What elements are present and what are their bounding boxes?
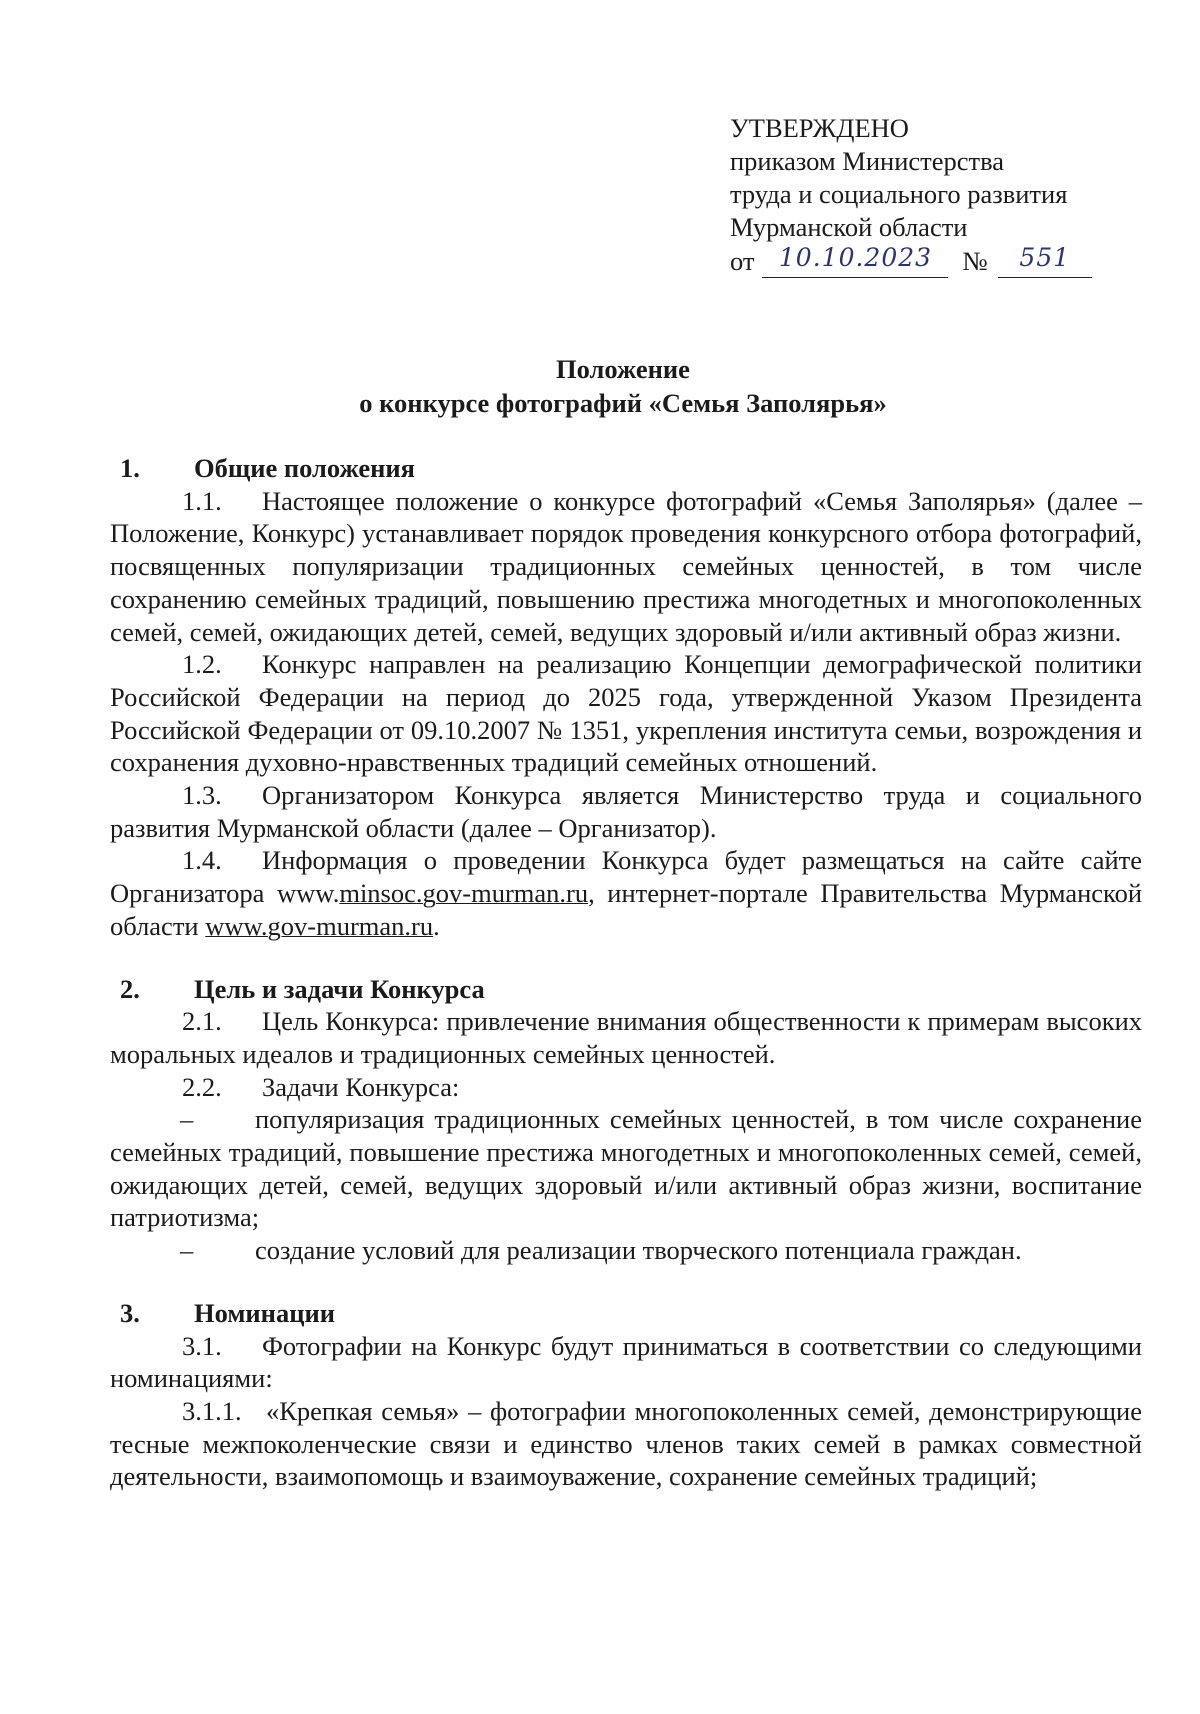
section-number: 2. (120, 973, 140, 1004)
paragraph-number: 2.2. (182, 1071, 222, 1102)
paragraph-1-3 (110, 779, 1142, 844)
approval-block (730, 112, 1092, 278)
paragraph-number: 1.2. (182, 649, 222, 680)
paragraph-end: . (433, 910, 440, 941)
paragraph-number: 3.1. (182, 1330, 222, 1361)
paragraph-2-2 (110, 1071, 1142, 1104)
paragraph-number: 1.1. (182, 485, 222, 516)
paragraph-text: Организатором Конкурса является Министерство труда и социального развития Мурманской области (далее – Организатор). (110, 780, 1142, 843)
ministry-site-link[interactable]: minsoc.gov-murman.ru (339, 878, 589, 909)
section-1-heading (110, 452, 1142, 485)
handwritten-order-number: 551 (998, 244, 1092, 278)
paragraph-text: Задачи Конкурса: (262, 1071, 460, 1102)
task-text: создание условий для реализации творческого потенциала граждан. (255, 1235, 1022, 1266)
approval-order-line: приказом Министерства (730, 146, 1005, 176)
paragraph-text: Фотографии на Конкурс будут приниматься в соответствии со следующими номинациями: (110, 1330, 1142, 1394)
section-title: Общие положения (194, 453, 416, 483)
paragraph-text: «Крепкая семья» – фотографии многопоколенных семей, демонстрирующие тесные межпоколенческие связи и единство членов таких семей в рамках совместной деятельности, взаимопомощь и взаимоуважение, сохранение семейных традиций; (110, 1395, 1142, 1492)
section-2-heading (110, 973, 1142, 1006)
section-number: 3. (120, 1297, 140, 1328)
paragraph-number: 1.4. (182, 845, 222, 876)
number-sign: № (962, 246, 988, 276)
government-portal-link[interactable]: www.gov-murman.ru (205, 910, 434, 941)
document-title (0, 352, 1200, 420)
spacer (110, 1267, 1142, 1297)
paragraph-number: 1.3. (182, 780, 222, 811)
dash-bullet: – (180, 1104, 194, 1135)
handwritten-date: 10.10.2023 (762, 244, 948, 278)
approval-ministry-line: труда и социального развития (730, 179, 1068, 209)
title-line-2: о конкурсе фотографий «Семья Заполярья» (359, 388, 887, 418)
paragraph-text: Информация о проведении Конкурса будет размещаться на сайте сайте Организатора (110, 845, 1142, 909)
paragraph-1-1 (110, 485, 1142, 649)
paragraph-3-1-1 (110, 1395, 1142, 1493)
title-line-1: Положение (556, 354, 690, 384)
section-3-heading (110, 1297, 1142, 1330)
approval-stamp-title: УТВЕРЖДЕНО (730, 113, 909, 143)
document-body (110, 452, 1142, 1493)
paragraph-text: Настоящее положение о конкурсе фотографий «Семья Заполярья» (далее – Положение, Конкурс) устанавливает порядок проведения конкурсного отбора фотографий, посвященных популяризации традиционных семейных ценностей, в том числе сохранению семейных традиций, повышению престижа многодетных и многопоколенных семей, семей, ожидающих детей, семей, ведущих здоровый и/или активный образ жизни. (110, 485, 1142, 647)
paragraph-1-4 (110, 844, 1142, 942)
link-prefix: www. (277, 878, 340, 909)
paragraph-1-2 (110, 648, 1142, 779)
approval-date-number-row (730, 244, 1092, 278)
paragraph-3-1 (110, 1330, 1142, 1395)
task-list-item (110, 1234, 1142, 1267)
date-prefix: от (730, 246, 755, 276)
paragraph-number: 2.1. (182, 1006, 222, 1037)
section-title: Цель и задачи Конкурса (194, 973, 485, 1004)
paragraph-text: Цель Конкурса: привлечение внимания общественности к примерам высоких моральных идеалов и традиционных семейных ценностей. (110, 1006, 1142, 1069)
section-title: Номинации (194, 1297, 336, 1328)
paragraph-number: 3.1.1. (182, 1395, 242, 1426)
approval-region-line: Мурманской области (730, 212, 968, 242)
paragraph-text: , интернет-портале Правительства Мурманской области (110, 878, 1142, 941)
dash-bullet: – (180, 1235, 194, 1266)
paragraph-2-1 (110, 1005, 1142, 1070)
spacer (110, 943, 1142, 973)
task-text: популяризация традиционных семейных ценностей, в том числе сохранение семейных традиций, повышение престижа многодетных и многопоколенных семей, семей, ожидающих детей, семей, ведущих здоровый и/или активный образ жизни, воспитание патриотизма; (110, 1104, 1142, 1233)
paragraph-text: Конкурс направлен на реализацию Концепции демографической политики Российской Федерации на период до 2025 года, утвержденной Указом Президента Российской Федерации от 09.10.2007 № 1351, укрепления института семьи, возрождения и сохранения духовно-нравственных традиций семейных отношений. (110, 649, 1142, 778)
task-list-item (110, 1103, 1142, 1234)
section-number: 1. (120, 453, 140, 483)
